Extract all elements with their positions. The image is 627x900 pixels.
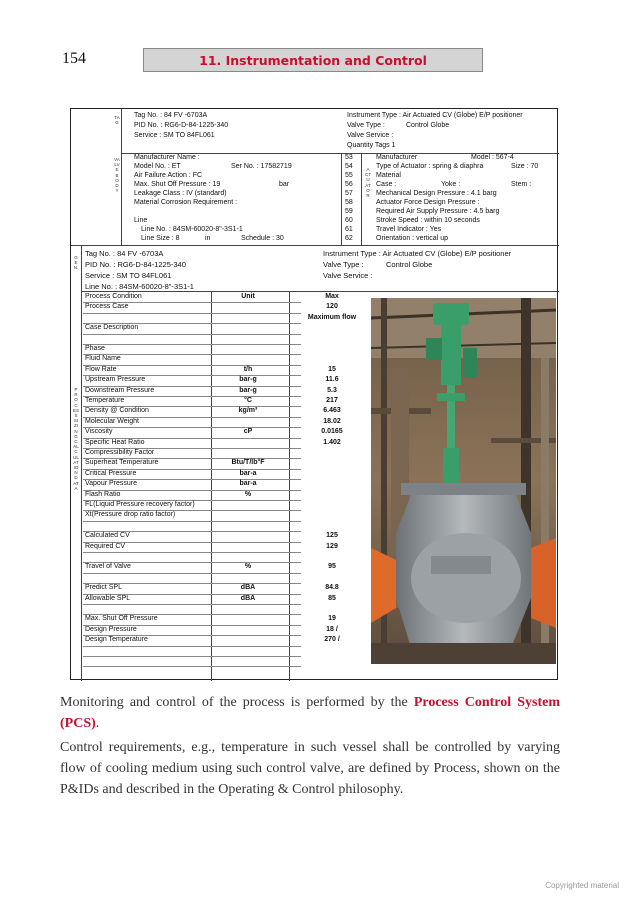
process-row <box>83 438 379 448</box>
valve-row-number: 62 <box>345 235 353 242</box>
process-row <box>83 365 379 375</box>
process-unit-cell: bar-a <box>239 469 257 477</box>
valve-row-number: 53 <box>345 154 353 161</box>
process-row <box>83 375 379 385</box>
valve-ser-no: Ser No. : 17582719 <box>231 163 292 170</box>
process-condition-cell: Design Pressure <box>85 625 137 633</box>
process-row <box>83 490 379 500</box>
process-value-cell: 18 / <box>326 625 338 633</box>
process-condition-cell: Upstream Pressure <box>85 376 146 384</box>
process-condition-cell: Temperature <box>85 397 125 404</box>
paragraph-control-requirements: Control requirements, e.g., temperature in such vessel shall be controlled by varying flow of cooling medium using such control valve, are defined by Process, shown on the P&IDs and described in the Operating & Control philosophy. <box>60 740 560 797</box>
process-condition-cell: Xt(Pressure drop ratio factor) <box>85 511 176 519</box>
process-value-cell: 19 <box>328 615 336 623</box>
process-row <box>83 354 379 364</box>
process-condition-cell: Allowable SPL <box>85 594 131 602</box>
process-condition-cell: Travel of Valve <box>85 563 131 571</box>
valve-left-line: Line Size : 8 <box>141 235 180 242</box>
process-value-cell: 217 <box>326 397 338 404</box>
process-condition-cell: Density @ Condition <box>85 407 149 415</box>
process-condition-cell: Phase <box>85 345 105 352</box>
process-row <box>83 500 379 510</box>
actuator-line: Stroke Speed : within 10 seconds <box>376 217 480 224</box>
process-unit-cell: bar-a <box>239 480 257 488</box>
process-row <box>83 427 379 437</box>
top-instrument-type: Instrument Type : Air Actuated CV (Globe) E/P positioner <box>347 112 523 119</box>
process-unit-cell: bar-g <box>239 386 257 394</box>
process-unit-cell: bar-g <box>239 376 257 384</box>
actuator-line: Case : <box>376 181 397 188</box>
process-row <box>83 406 379 416</box>
actuator-line: Material <box>376 172 401 179</box>
valve-schedule: Schedule : 30 <box>241 235 284 242</box>
valve-in-unit: in <box>205 235 211 242</box>
process-value-cell: 15 <box>328 365 336 373</box>
valve-left-line: Max. Shut Off Pressure : 19 <box>134 181 221 188</box>
process-row <box>83 604 379 614</box>
process-unit-cell: % <box>244 490 252 498</box>
actuator-line: Travel Indicator : Yes <box>376 226 442 233</box>
valve-row-number: 58 <box>345 199 353 206</box>
top-service: Service : SM TO 84FL061 <box>134 132 215 139</box>
gen-line-no: Line No. : 84SM-60020-8"-3S1-1 <box>85 282 194 291</box>
process-condition-cell: FL(Liquid Pressure recovery factor) <box>85 501 195 508</box>
process-row <box>83 635 379 645</box>
process-unit-cell: cP <box>243 428 253 436</box>
process-row <box>83 656 379 666</box>
gen-valve-type-value: Control Globe <box>386 260 433 269</box>
paragraph-pcs <box>60 692 560 734</box>
valve-left-line: Air Failure Action : FC <box>134 172 203 179</box>
process-value-cell: 85 <box>328 594 336 602</box>
process-value-cell: 18.02 <box>323 417 341 425</box>
process-condition-cell: Critical Pressure <box>85 469 137 477</box>
page-number: 154 <box>62 50 86 67</box>
process-condition-cell: Fluid Name <box>85 355 121 363</box>
process-value-cell: 120 <box>326 303 338 311</box>
process-row <box>83 614 379 624</box>
process-unit-cell: dBA <box>240 594 256 602</box>
process-row <box>83 552 379 562</box>
actuator-line: Manufacturer <box>376 154 418 161</box>
actuator-line: Type of Actuator : spring & diaphra <box>376 163 484 170</box>
gen-tag-no: Tag No. : 84 FV -6703A <box>85 249 164 258</box>
process-row <box>83 323 379 333</box>
actuator-line: Orientation : vertical up <box>376 235 448 242</box>
process-row-divider <box>83 666 301 667</box>
process-row <box>83 646 379 656</box>
top-valve-type-label: Valve Type : <box>347 122 385 129</box>
paragraph-pcs-end: . <box>95 716 100 731</box>
process-row <box>83 292 379 302</box>
valve-left-line: Manufacturer Name : <box>134 154 200 161</box>
process-unit-cell: Btu/T/lb°F <box>231 459 265 467</box>
process-condition-cell: Vapour Pressure <box>85 480 138 488</box>
process-condition-cell: Calculated CV <box>85 532 130 540</box>
process-side-label: PROCESS SIZING CALCULATION DATA <box>73 387 80 491</box>
copyright-note: Copyrighted material <box>545 881 619 890</box>
process-row <box>83 448 379 458</box>
process-condition-cell: Downstream Pressure <box>85 386 155 394</box>
process-condition-cell: Design Temperature <box>85 636 148 644</box>
chapter-title: 11. Instrumentation and Control <box>143 48 483 72</box>
actuator-line: Mechanical Design Pressure : 4.1 barg <box>376 190 497 197</box>
process-row <box>83 396 379 406</box>
valve-row-number: 61 <box>345 226 353 233</box>
process-condition-cell: Process Condition <box>85 293 142 300</box>
process-unit-cell: % <box>244 563 252 571</box>
process-unit-cell: t/h <box>243 365 253 373</box>
valve-row-number: 59 <box>345 208 353 215</box>
valve-left-line: Leakage Class : IV (standard) <box>134 190 227 197</box>
process-unit-cell: Unit <box>241 293 255 300</box>
top-quantity-tags: Quantity Tags 1 <box>347 142 396 149</box>
process-value-cell: 6.463 <box>323 407 341 415</box>
process-row <box>83 573 379 583</box>
process-unit-cell: dBA <box>240 584 256 592</box>
tag-side-label: TAG <box>114 115 120 126</box>
valve-row-number: 56 <box>345 181 353 188</box>
process-condition-cell: Flow Rate <box>85 365 117 373</box>
process-value-cell: 5.3 <box>327 386 337 394</box>
valve-left-line: Line No. : 84SM-60020-8"-3S1-1 <box>141 226 243 233</box>
process-row <box>83 531 379 541</box>
process-condition-cell: Viscosity <box>85 428 113 436</box>
actuator-model: Model : 567-4 <box>471 154 514 161</box>
process-row <box>83 562 379 572</box>
gen-instrument-type: Instrument Type : Air Actuated CV (Globe) E/P positioner <box>323 249 512 258</box>
valve-left-line: Line <box>134 217 148 224</box>
process-value-cell: Max <box>325 293 339 300</box>
process-value-cell: 95 <box>328 563 336 571</box>
process-row <box>83 583 379 593</box>
valve-body-side-label: VALVE BODY <box>114 157 120 194</box>
process-condition-cell: Max. Shut Off Pressure <box>85 615 158 623</box>
process-row <box>83 458 379 468</box>
actuator-size: Size : 70 <box>511 163 539 170</box>
gen-pid-no: PID No. : RG6-D-84-1225-340 <box>85 260 186 269</box>
process-value-cell: 0.0165 <box>321 428 343 436</box>
process-condition-cell: Case Description <box>85 324 139 332</box>
process-row <box>83 521 379 531</box>
gen-valve-service: Valve Service : <box>323 271 373 280</box>
process-condition-cell: Predict SPL <box>85 584 122 592</box>
process-row <box>83 469 379 479</box>
process-condition-cell: Process Case <box>85 303 129 311</box>
control-valve-photo <box>371 298 556 664</box>
process-unit-cell: kg/m³ <box>238 407 258 415</box>
process-value-cell: 129 <box>326 542 338 550</box>
valve-row-number: 57 <box>345 190 353 197</box>
process-row <box>83 510 379 520</box>
actuator-side-label: ACTUATOR <box>365 167 371 199</box>
process-value-cell: 270 / <box>324 636 340 644</box>
process-row <box>83 594 379 604</box>
gen-service: Service : SM TO 84FL061 <box>85 271 172 280</box>
top-tag-no: Tag No. : 84 FV -6703A <box>134 112 208 119</box>
top-valve-service: Valve Service : <box>347 132 394 139</box>
process-value-cell: 11.6 <box>325 376 339 384</box>
paragraph-pcs-text: Monitoring and control of the process is performed by the <box>60 695 414 710</box>
process-value-cell: 125 <box>326 532 338 540</box>
process-condition-cell: Compressibility Factor <box>85 449 155 456</box>
process-condition-cell: Required CV <box>85 542 126 550</box>
process-condition-cell: Molecular Weight <box>85 417 139 425</box>
process-unit-cell: °C <box>244 397 252 404</box>
top-pid-no: PID No. : RG6-D-84-1225-340 <box>134 122 229 129</box>
actuator-line: Required Air Supply Pressure : 4.5 barg <box>376 208 500 215</box>
valve-left-line: Material Corrosion Requirement : <box>134 199 238 206</box>
process-row <box>83 302 379 312</box>
process-row <box>83 417 379 427</box>
process-value-cell: Maximum flow <box>307 313 357 321</box>
valve-left-line: Model No. : ET <box>134 163 181 170</box>
process-row <box>83 386 379 396</box>
datasheet <box>70 108 558 680</box>
process-row <box>83 479 379 489</box>
process-row <box>83 344 379 354</box>
valve-row-number: 54 <box>345 163 353 170</box>
valve-row-number: 55 <box>345 172 353 179</box>
top-valve-type-value: Control Globe <box>406 122 450 129</box>
gen-side-label: GEN. <box>73 255 79 271</box>
process-row <box>83 313 379 323</box>
process-condition-cell: Flash Ratio <box>85 490 121 498</box>
process-row <box>83 542 379 552</box>
actuator-stem: Stem : <box>511 181 532 188</box>
process-condition-cell: Superheat Temperature <box>85 459 159 467</box>
valve-bar-unit: bar <box>279 181 290 188</box>
process-row <box>83 334 379 344</box>
gen-valve-type-label: Valve Type : <box>323 260 364 269</box>
actuator-line: Actuator Force Design Pressure : <box>376 199 480 206</box>
process-value-cell: 84.8 <box>325 584 339 592</box>
process-value-cell: 1.402 <box>323 438 341 446</box>
process-row <box>83 625 379 635</box>
pcs-highlight: Process Control System (PCS) <box>60 695 560 731</box>
process-condition-cell: Specific Heat Ratio <box>85 438 145 446</box>
valve-row-number: 60 <box>345 217 353 224</box>
actuator-yoke: Yoke : <box>441 181 461 188</box>
